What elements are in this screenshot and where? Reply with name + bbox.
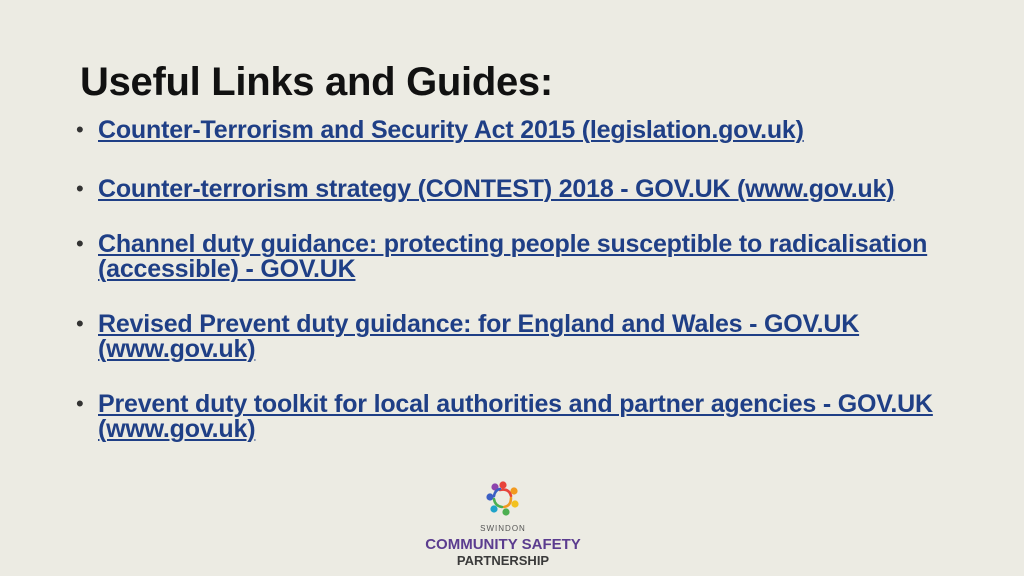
bullet-icon: •	[76, 117, 84, 142]
list-item	[70, 392, 950, 442]
swindon-csp-logo	[413, 478, 593, 574]
bullet-icon: •	[76, 311, 84, 336]
link-prevent-duty-guidance[interactable]: Revised Prevent duty guidance: for England and Wales - GOV.UK (www.gov.uk)	[98, 310, 860, 363]
list-item	[70, 118, 950, 143]
people-circle-icon	[481, 478, 525, 518]
list-item	[70, 312, 950, 362]
bullet-icon: •	[76, 176, 84, 201]
logo-main-text: COMMUNITY SAFETY	[425, 536, 581, 553]
logo-sub-text: PARTNERSHIP	[456, 553, 550, 568]
list-item	[70, 177, 950, 202]
link-contest-strategy[interactable]: Counter-terrorism strategy (CONTEST) 2018 - GOV.UK (www.gov.uk)	[98, 175, 895, 203]
link-channel-duty-guidance[interactable]: Channel duty guidance: protecting people susceptible to radicalisation (accessible) - GOV.UK	[98, 230, 928, 283]
page-title: Useful Links and Guides:	[80, 60, 553, 104]
list-item	[70, 232, 950, 282]
link-ct-security-act[interactable]: Counter-Terrorism and Security Act 2015 (legislation.gov.uk)	[98, 116, 804, 144]
bullet-icon: •	[76, 231, 84, 256]
logo-small-text: SWINDON	[480, 524, 526, 533]
bullet-icon: •	[76, 391, 84, 416]
link-prevent-duty-toolkit[interactable]: Prevent duty toolkit for local authorities and partner agencies - GOV.UK (www.gov.uk)	[98, 390, 933, 443]
links-list	[70, 118, 950, 472]
